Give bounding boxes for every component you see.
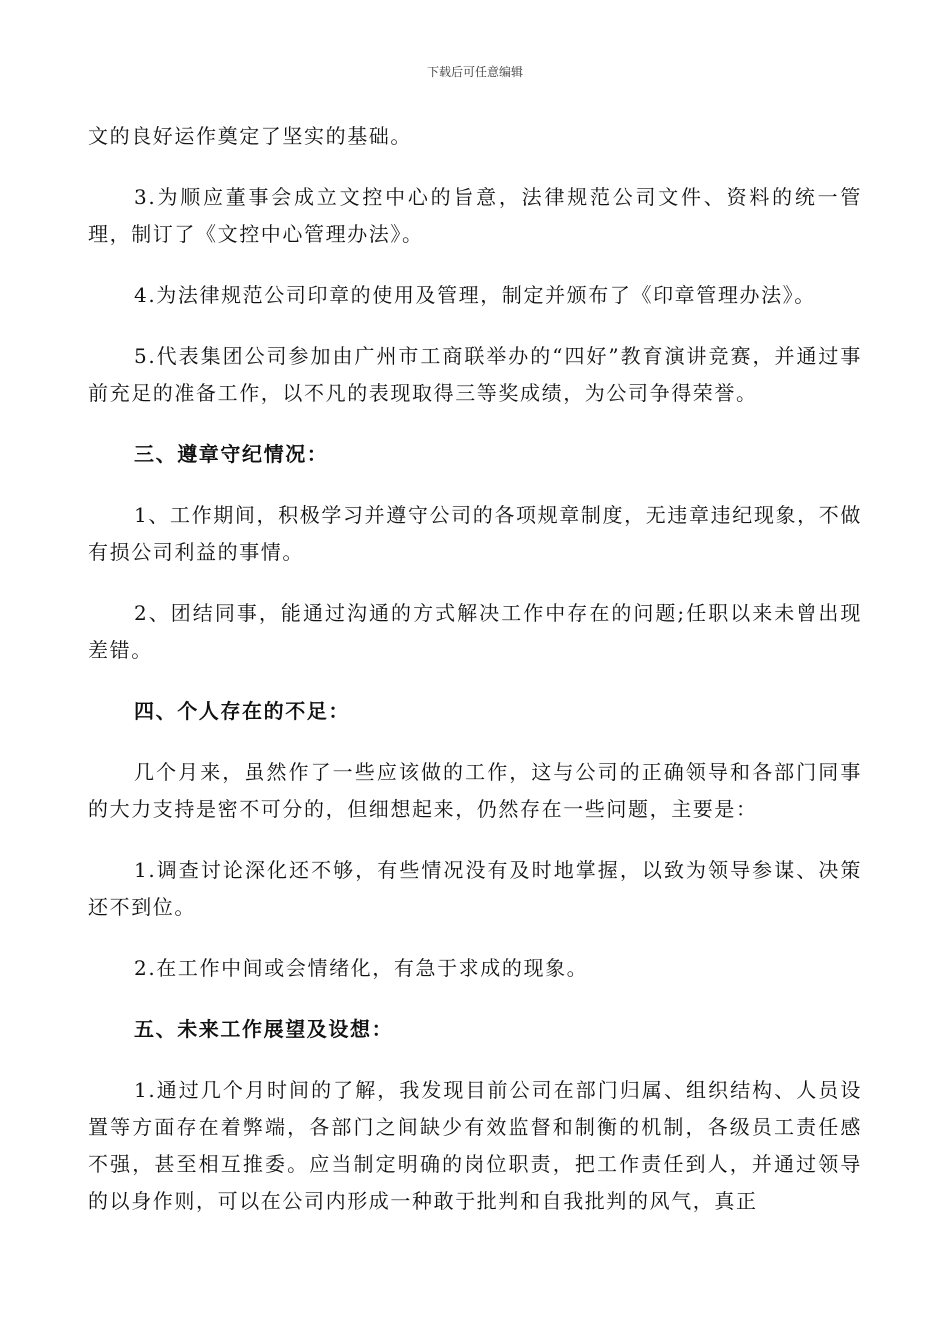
paragraph-discipline-2: 2、团结同事，能通过沟通的方式解决工作中存在的问题;任职以来未曾出现差错。 xyxy=(88,601,862,662)
page-header: 下载后可任意编辑 xyxy=(426,65,523,79)
paragraph-shortcomings-intro: 几个月来，虽然作了一些应该做的工作，这与公司的正确领导和各部门同事的大力支持是密不可分的，但细想起来，仍然存在一些问题，主要是： xyxy=(88,760,862,821)
paragraph-continuation: 文的良好运作奠定了坚实的基础。 xyxy=(88,124,412,148)
document-body xyxy=(88,118,862,1244)
paragraph-shortcomings-1: 1.调查讨论深化还不够，有些情况没有及时地掌握，以致为领导参谋、决策还不到位。 xyxy=(88,858,862,919)
paragraph-item-5: 5.代表集团公司参加由广州市工商联举办的“四好”教育演讲竞赛，并通过事前充足的准备工作，以不凡的表现取得三等奖成绩，为公司争得荣誉。 xyxy=(88,344,862,405)
section-heading-5: 五、未来工作展望及设想： xyxy=(134,1017,394,1041)
paragraph-item-4: 4.为法律规范公司印章的使用及管理，制定并颁布了《印章管理办法》。 xyxy=(134,283,816,307)
paragraph-item-3: 3.为顺应董事会成立文控中心的旨意，法律规范公司文件、资料的统一管理，制订了《文控中心管理办法》。 xyxy=(88,185,862,246)
paragraph-shortcomings-2: 2.在工作中间或会情绪化，有急于求成的现象。 xyxy=(134,956,589,980)
section-heading-3: 三、遵章守纪情况： xyxy=(134,442,329,466)
section-heading-4: 四、个人存在的不足： xyxy=(134,699,350,723)
paragraph-discipline-1: 1、工作期间，积极学习并遵守公司的各项规章制度，无违章违纪现象，不做有损公司利益的事情。 xyxy=(88,503,862,564)
paragraph-outlook-1: 1.通过几个月时间的了解，我发现目前公司在部门归属、组织结构、人员设置等方面存在着弊端，各部门之间缺少有效监督和制衡的机制，各级员工责任感不强，甚至相互推委。应当制定明确的岗位职责，把工作责任到人，并通过领导的以身作则，可以在公司内形成一种敢于批判和自我批判的风气，真正 xyxy=(88,1078,862,1213)
